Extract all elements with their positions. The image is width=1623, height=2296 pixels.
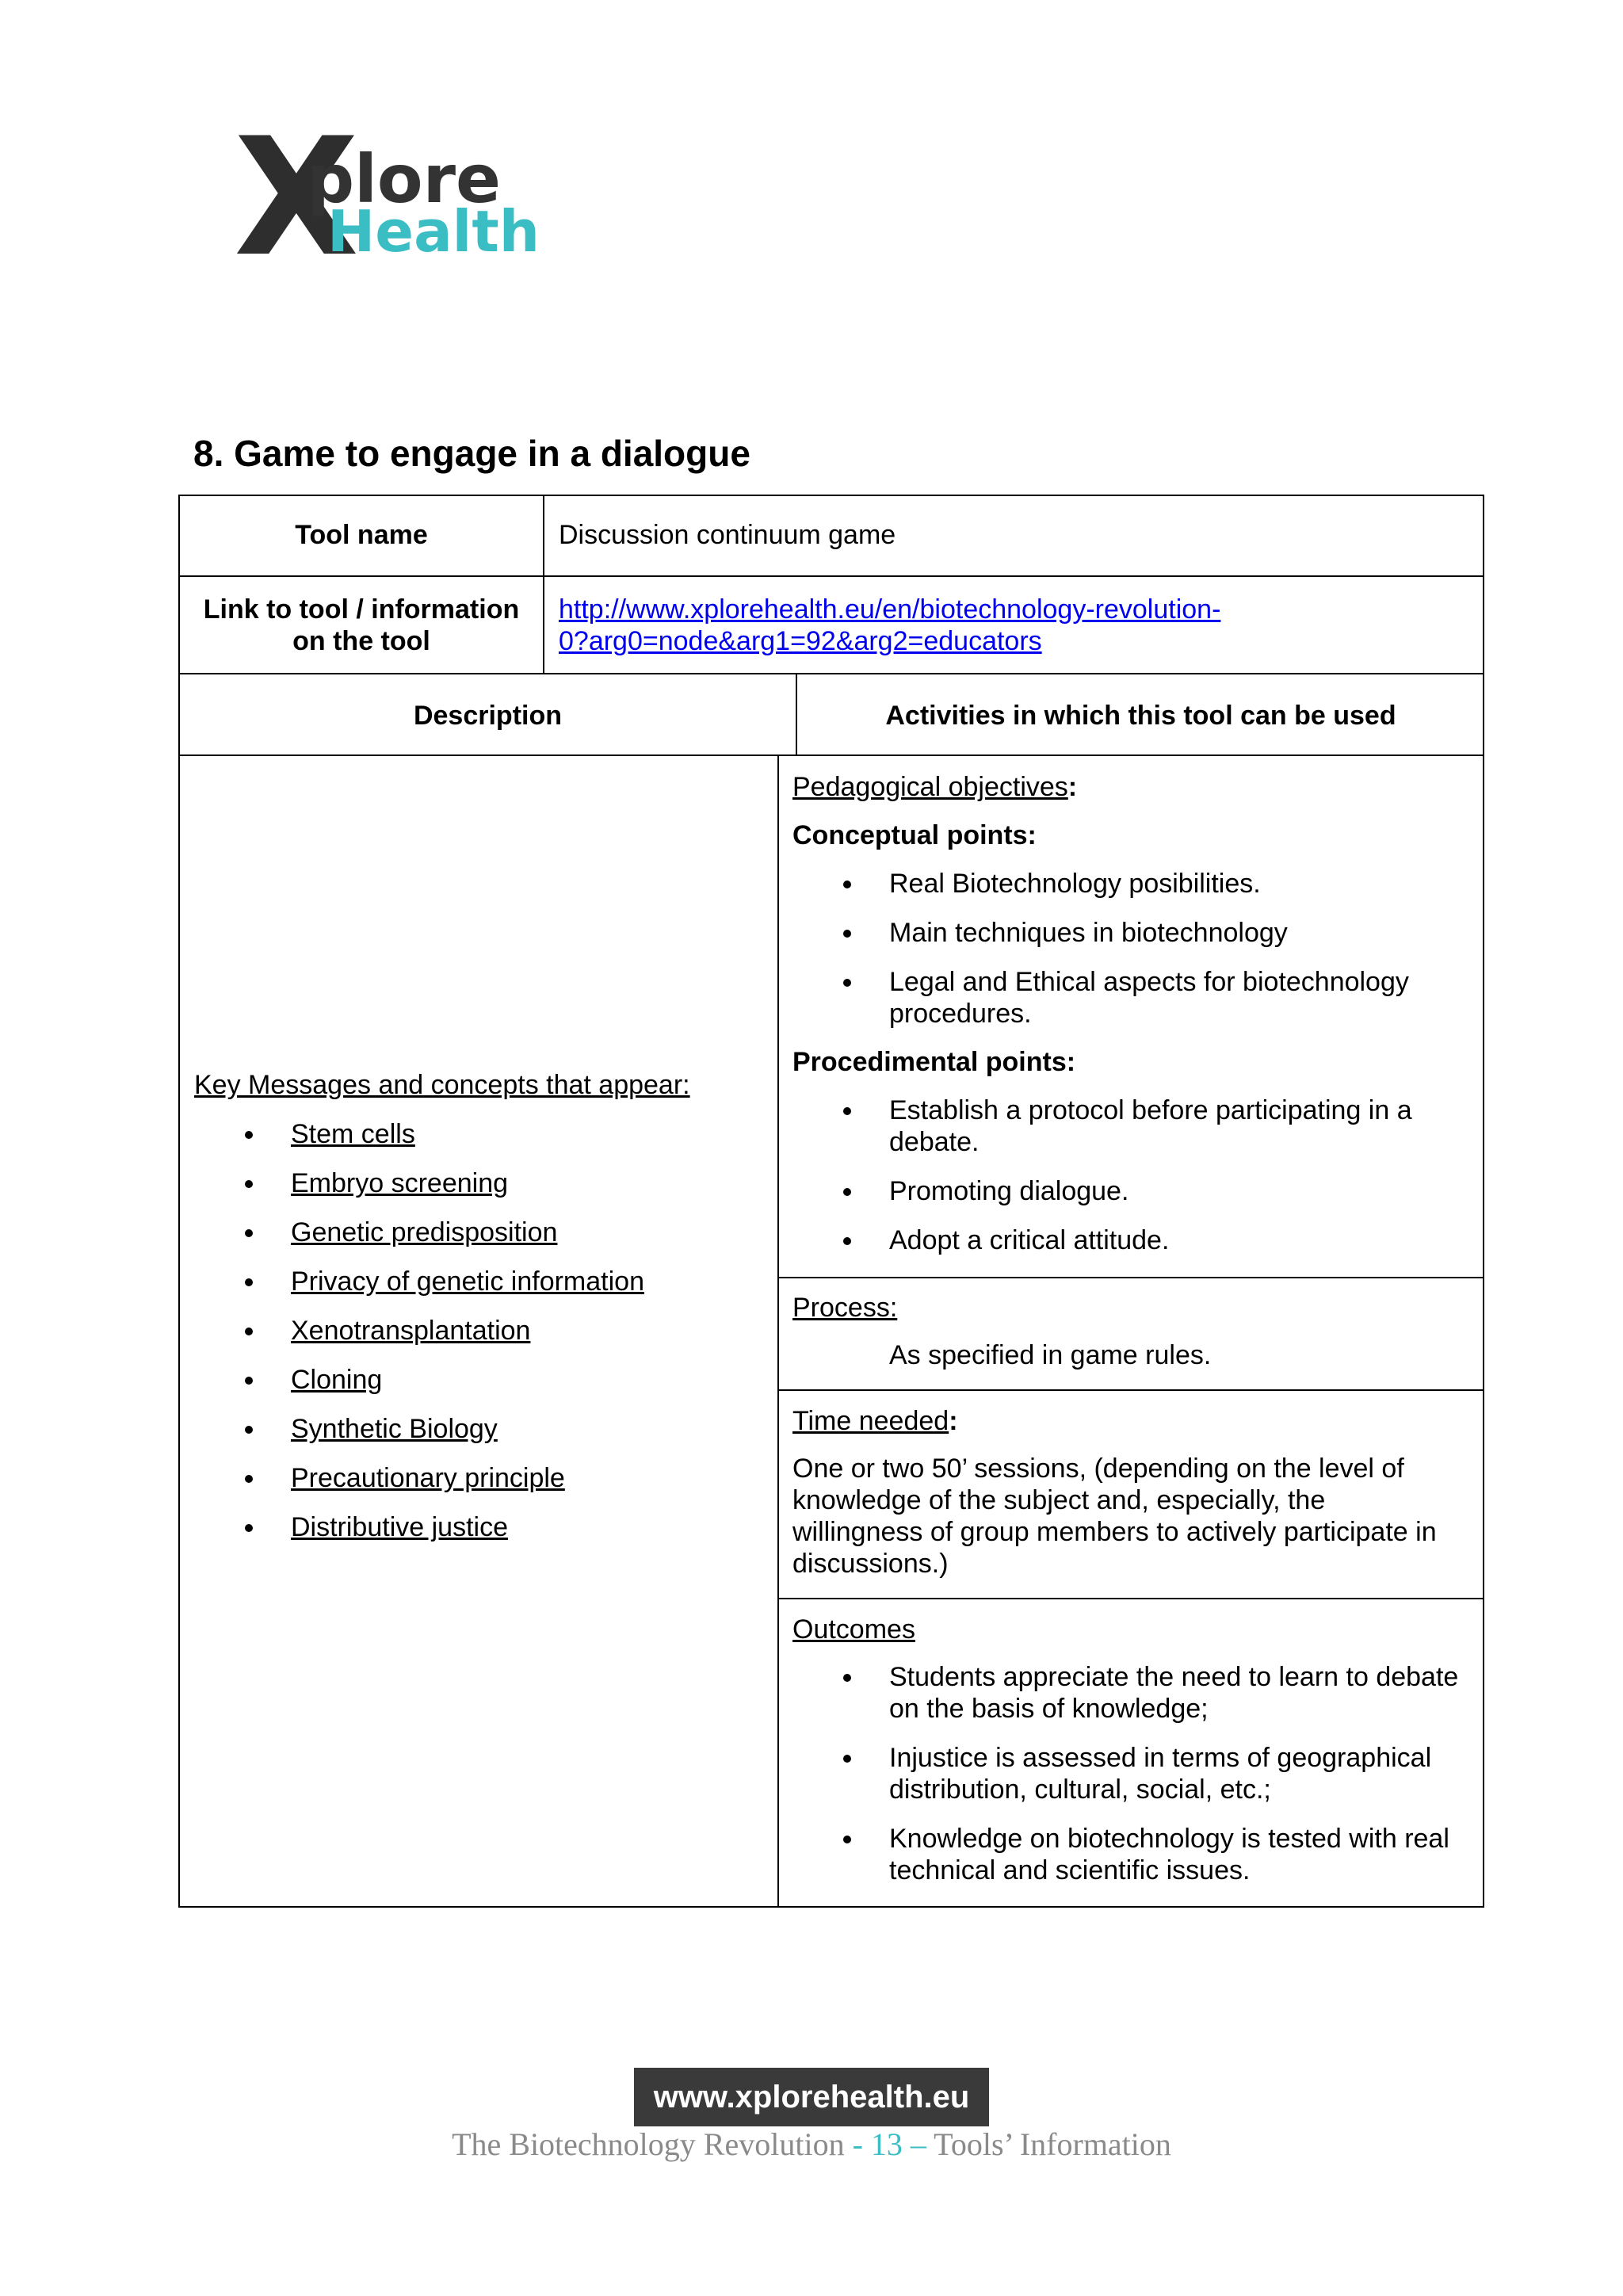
link-label-line1: Link to tool / information — [203, 594, 520, 625]
outcomes-list — [889, 1661, 1474, 1886]
activities-header: Activities in which this tool can be used — [885, 701, 1396, 731]
list-item: Embryo screening — [291, 1167, 765, 1199]
row-divider — [178, 575, 1484, 577]
xplore-health-logo — [234, 104, 540, 292]
outcomes-title: Outcomes — [792, 1614, 915, 1645]
logo-plore: plore — [307, 140, 502, 218]
tool-link[interactable] — [559, 594, 1220, 657]
list-item: Xenotransplantation — [291, 1315, 765, 1347]
pedagogical-title: Pedagogical objectives: — [792, 772, 1078, 802]
pedagogical-section — [792, 771, 1474, 1256]
row-divider — [178, 673, 1484, 674]
tool-name-value: Discussion continuum game — [559, 520, 896, 550]
list-item: Promoting dialogue. — [889, 1175, 1474, 1207]
conceptual-list — [889, 868, 1474, 1030]
time-section — [792, 1405, 1474, 1580]
time-text: One or two 50’ sessions, (depending on the level of knowledge of the subject and, especially, the willingness of group members to actively participate in discussions.) — [792, 1454, 1437, 1579]
row-divider — [778, 1598, 1484, 1599]
row-divider — [178, 755, 1484, 756]
list-item: Synthetic Biology — [291, 1413, 765, 1445]
list-item: Students appreciate the need to learn to debate on the basis of knowledge; — [889, 1661, 1474, 1725]
list-item: Main techniques in biotechnology — [889, 917, 1474, 949]
list-item: Privacy of genetic information — [291, 1266, 765, 1297]
list-item: Precautionary principle — [291, 1462, 765, 1494]
procedimental-list — [889, 1095, 1474, 1256]
outcomes-section — [792, 1614, 1474, 1886]
footer-text: The Biotechnology Revolution - 13 – Tools’ Information — [452, 2126, 1171, 2162]
col-divider — [543, 495, 544, 674]
tool-link-line1[interactable]: http://www.xplorehealth.eu/en/biotechnology-revolution- — [559, 594, 1221, 625]
list-item: Distributive justice — [291, 1511, 765, 1543]
link-label-line2: on the tool — [292, 626, 430, 656]
time-title: Time needed: — [792, 1406, 958, 1436]
footer-url-badge: www.xplorehealth.eu — [634, 2068, 989, 2126]
key-messages — [194, 1069, 765, 1543]
list-item: Establish a protocol before participating in a debate. — [889, 1095, 1474, 1158]
col-divider — [777, 755, 779, 1908]
list-item: Cloning — [291, 1364, 765, 1396]
key-messages-title: Key Messages and concepts that appear: — [194, 1070, 690, 1100]
description-header: Description — [413, 701, 563, 731]
process-section — [792, 1292, 1474, 1371]
list-item: Genetic predisposition — [291, 1217, 765, 1248]
procedimental-title: Procedimental points: — [792, 1047, 1076, 1077]
list-item: Adopt a critical attitude. — [889, 1224, 1474, 1256]
logo-health: Health — [327, 198, 540, 265]
list-item: Real Biotechnology posibilities. — [889, 868, 1474, 900]
process-title: Process: — [792, 1293, 898, 1323]
list-item: Knowledge on biotechnology is tested with real technical and scientific issues. — [889, 1823, 1474, 1886]
link-label — [180, 594, 543, 657]
logo-x: X — [234, 104, 355, 292]
row-divider — [778, 1277, 1484, 1278]
row-divider — [778, 1389, 1484, 1391]
conceptual-title: Conceptual points: — [792, 820, 1037, 850]
list-item: Injustice is assessed in terms of geographical distribution, cultural, social, etc.; — [889, 1742, 1474, 1805]
list-item: Stem cells — [291, 1118, 765, 1150]
list-item: Legal and Ethical aspects for biotechnology procedures. — [889, 966, 1474, 1030]
section-heading: 8. Game to engage in a dialogue — [193, 433, 750, 474]
key-messages-list — [291, 1118, 765, 1543]
tool-name-label: Tool name — [295, 520, 428, 550]
process-text: As specified in game rules. — [889, 1340, 1212, 1370]
tool-link-line2[interactable]: 0?arg0=node&arg1=92&arg2=educators — [559, 626, 1042, 656]
